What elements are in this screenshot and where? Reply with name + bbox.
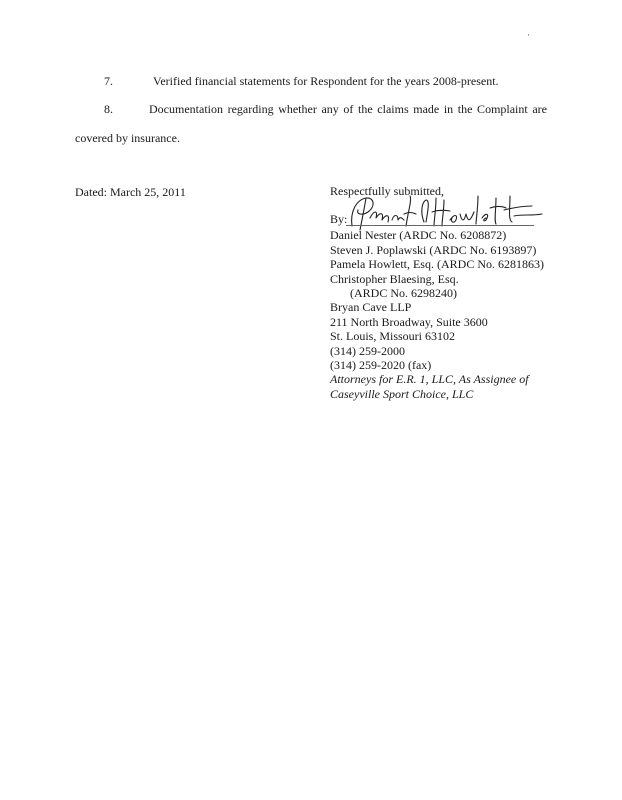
item-continuation: covered by insurance. [75,131,180,145]
signature-line: Steven J. Poplawski (ARDC No. 6193897) [330,242,537,257]
handwritten-signature [346,192,546,234]
item-number: 8. [104,102,113,116]
item-text: Documentation regarding whether any of the claims made in the Complaint are [149,102,547,116]
signature-line: (314) 259-2000 [330,343,405,358]
signature-line: Daniel Nester (ARDC No. 6208872) [330,228,507,243]
by-label: By: [330,212,348,227]
item-text: Verified financial statements for Respondent for the years 2008-present. [153,74,499,88]
signature-line: Bryan Cave LLP [330,300,412,315]
dated-line: Dated: March 25, 2011 [75,185,186,199]
signature-line: St. Louis, Missouri 63102 [330,329,456,344]
list-item-8 [75,100,547,118]
signature-line: (314) 259-2020 (fax) [330,358,432,373]
signature-underline [346,225,534,226]
attorneys-for-line: Caseyville Sport Choice, LLC [330,386,474,401]
list-item-7 [75,72,547,90]
corner-mark: · [527,30,530,40]
item-number: 7. [104,74,113,88]
signature-block [330,184,570,401]
attorneys-for-line: Attorneys for E.R. 1, LLC, As Assignee of [330,372,529,387]
signature-line: 211 North Broadway, Suite 3600 [330,314,488,329]
signature-opening: Respectfully submitted, [330,184,444,198]
signature-line: (ARDC No. 6298240) [350,286,457,301]
signature-by-row [330,198,570,228]
signature-line: Pamela Howlett, Esq. (ARDC No. 6281863) [330,257,544,272]
signature-line: Christopher Blaesing, Esq. [330,271,459,286]
